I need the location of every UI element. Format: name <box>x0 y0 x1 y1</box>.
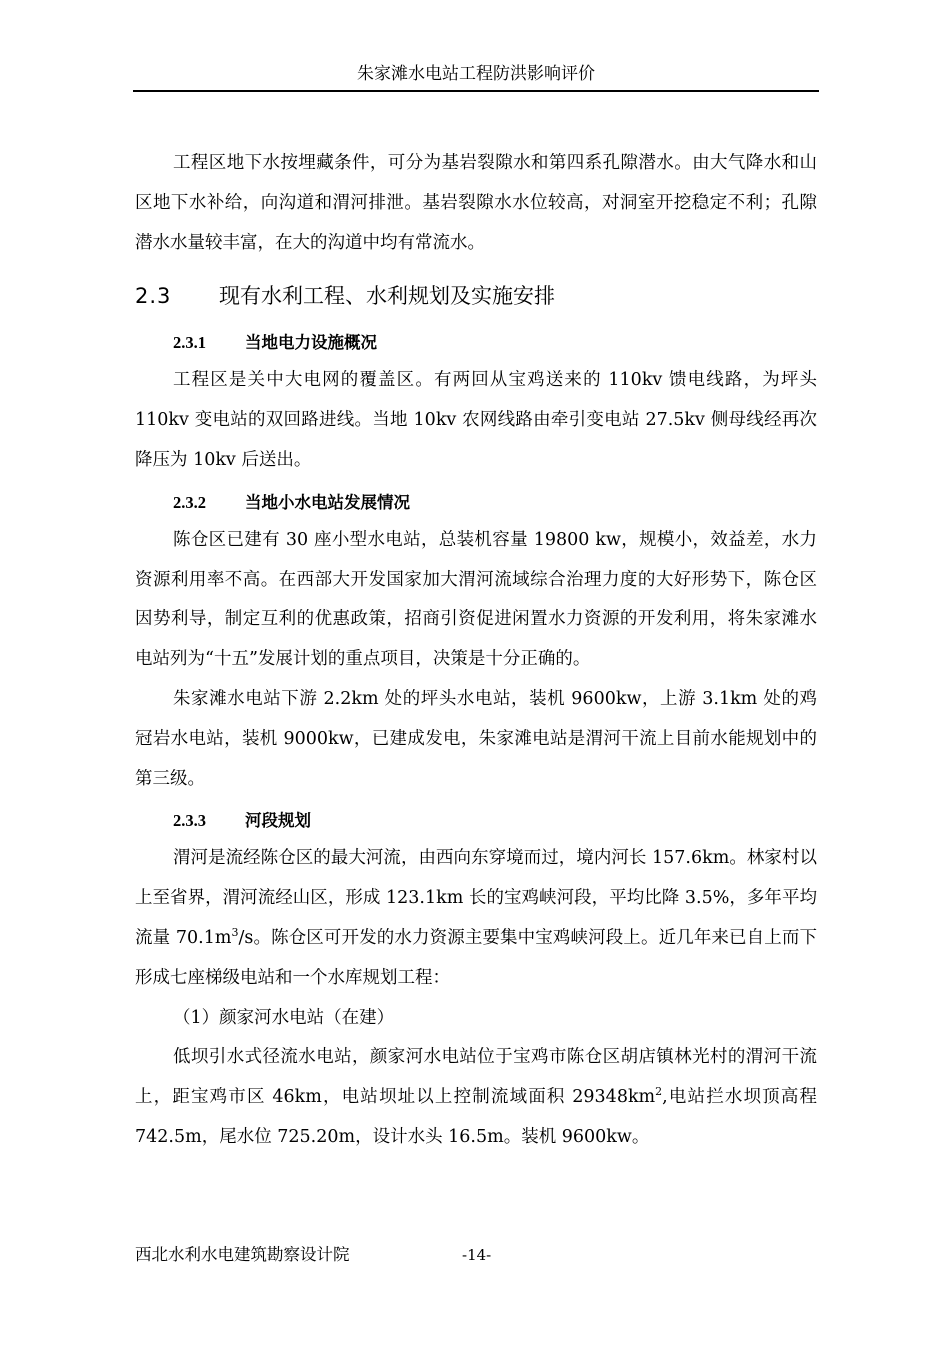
text-run: /s。陈仓区可开发的水力资源主要集中宝鸡峡河段上。近几年来已自上而下形成七座梯级电站和一个水库规划工程： <box>135 927 818 988</box>
subsection-title: 当地小水电站发展情况 <box>245 492 410 512</box>
text-run: 渭河是流经陈仓区的最大河流，由西向东穿境而过，境内河长 157.6km。林家村以上至省界，渭河流经山区，形成 123.1km 长的宝鸡峡河段，平均比降 3.5%，多年平均流量 70.1m <box>135 848 817 948</box>
subsection-title: 河段规划 <box>245 811 311 831</box>
text-run: ,电站拦水坝顶高程 742.5m，尾水位 725.20m，设计水头 16.5m。装机 9600kw。 <box>135 1087 818 1147</box>
header-rule <box>133 90 819 92</box>
paragraph-power-facilities: 工程区是关中大电网的覆盖区。有两回从宝鸡送来的 110kv 馈电线路，为坪头 110kv 变电站的双回路进线。当地 10kv 农网线路由牵引变电站 27.5kv 侧母线经再次降压为 10kv 后送出。 <box>135 370 817 470</box>
footer-organization: 西北水利水电建筑勘察设计院 <box>135 1245 350 1264</box>
subsection-title: 当地电力设施概况 <box>245 333 377 353</box>
subsection-heading-2-3-1 <box>135 325 817 361</box>
paragraph-yanjiahe-station <box>135 1038 817 1157</box>
section-number: 2.3 <box>135 284 172 309</box>
page-body <box>135 144 817 1158</box>
text-run: 低坝引水式径流水电站，颜家河水电站位于宝鸡市陈仓区胡店镇林光村的渭河干流上，距宝鸡市区 46km，电站坝址以上控制流域面积 29348km <box>135 1047 817 1108</box>
paragraph-groundwater: 工程区地下水按埋藏条件，可分为基岩裂隙水和第四系孔隙潜水。由大气降水和山区地下水补给，向沟道和渭河排泄。基岩裂隙水水位较高，对洞室开挖稳定不利；孔隙潜水水量较丰富，在大的沟道中均有常流水。 <box>135 153 817 253</box>
subsection-number: 2.3.2 <box>173 492 206 512</box>
superscript: 2 <box>655 1085 663 1099</box>
paragraph-river-planning <box>135 839 817 998</box>
section-title: 现有水利工程、水利规划及实施安排 <box>219 284 555 309</box>
section-heading-2-3 <box>135 279 817 313</box>
superscript: 3 <box>231 926 239 940</box>
page-number: -14- <box>462 1246 492 1264</box>
list-item-yanjiahe: （1）颜家河水电站（在建） <box>173 1007 395 1028</box>
subsection-number: 2.3.3 <box>173 811 206 831</box>
subsection-heading-2-3-3 <box>135 803 817 839</box>
subsection-number: 2.3.1 <box>173 333 206 353</box>
running-header: 朱家滩水电站工程防洪影响评价 <box>357 64 595 84</box>
paragraph-small-hydro-1: 陈仓区已建有 30 座小型水电站，总装机容量 19800 kw，规模小，效益差，水力资源利用率不高。在西部大开发国家加大渭河流域综合治理力度的大好形势下，陈仓区因势利导，制定互利的优惠政策，招商引资促进闲置水力资源的开发利用，将朱家滩水电站列为“十五”发展计划的重点项目，决策是十分正确的。 <box>135 529 817 670</box>
subsection-heading-2-3-2 <box>135 485 817 521</box>
paragraph-small-hydro-2: 朱家滩水电站下游 2.2km 处的坪头水电站，装机 9600kw，上游 3.1km 处的鸡冠岩水电站，装机 9000kw，已建成发电，朱家滩电站是渭河干流上目前水能规划中的第三级。 <box>135 688 817 789</box>
